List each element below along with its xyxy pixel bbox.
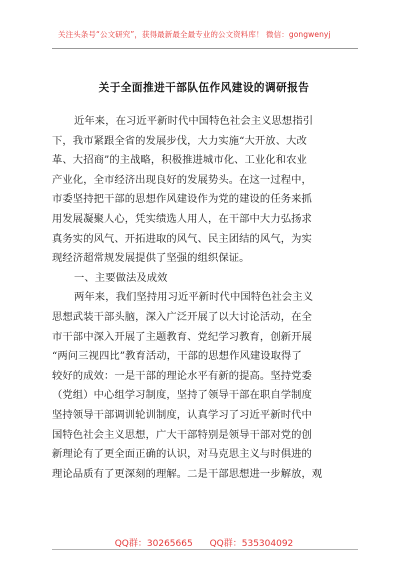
- paragraph-line: 两年来，我们坚持用习近平新时代中国特色社会主义: [74, 291, 314, 304]
- paragraph-line: 较好的成效：一是干部的理论水平有新的提高。坚持党委: [52, 369, 312, 382]
- qq-group-2: QQ群：535304092: [209, 539, 294, 549]
- paragraph-line: 产业化，全市经济出现良好的发展势头。在这一过程中，: [52, 173, 312, 186]
- paragraph-line: 坚持领导干部调训轮训制度，认真学习了习近平新时代中: [52, 408, 312, 421]
- paragraph-line: （党组）中心组学习制度，坚持了领导干部在职自学制度: [52, 389, 312, 402]
- paragraph-line: 近年来，在习近平新时代中国特色社会主义思想指引: [74, 115, 314, 127]
- paragraph-line: 真务实的风气、开拓进取的风气、民主团结的风气，为实: [52, 232, 312, 245]
- document-body: [52, 112, 358, 484]
- section-heading: 一、主要做法及成效: [74, 271, 168, 284]
- paragraph-line: 理论品质有了更深刻的理解。二是干部思想进一步解放，观: [52, 467, 323, 480]
- paragraph-line: 革、大招商”的主战略，积极推进城市化、工业化和农业: [52, 154, 307, 167]
- footer-contact: [0, 536, 408, 549]
- paragraph-line: 市委坚持把干部的思想作风建设作为党的建设的任务来抓: [52, 193, 312, 206]
- paragraph-line: “两问三视四比”教育活动，干部的思想作风建设取得了: [52, 350, 302, 363]
- paragraph-line: 国特色社会主义思想，广大干部特别是领导干部对党的创: [52, 428, 312, 441]
- header-divider: [52, 48, 358, 49]
- paragraph-line: 思想武装干部头脑，深入广泛开展了以大讨论活动，在全: [52, 310, 312, 323]
- paragraph-line: 下，我市紧跟全省的发展步伐，大力实施“大开放、大改: [52, 134, 307, 147]
- paragraph-line: 新理论有了更全面正确的认识，对马克思主义与时俱进的: [52, 448, 312, 461]
- header-banner: 关注头条号“公文研究”，获得最新最全最专业的公文资料库！ 微信：gongwenyj: [58, 30, 331, 39]
- footer-divider: [52, 549, 358, 550]
- qq-group-1: QQ群：30265665: [114, 539, 193, 549]
- paragraph-line: 用发展凝聚人心，凭实绩选人用人，在干部中大力弘扬求: [52, 212, 312, 225]
- document-title: 关于全面推进干部队伍作风建设的调研报告: [98, 82, 310, 94]
- paragraph-line: 市干部中深入开展了主题教育、党纪学习教育，创新开展: [52, 330, 312, 343]
- paragraph-line: 现经济超常规发展提供了坚强的组织保证。: [52, 252, 250, 265]
